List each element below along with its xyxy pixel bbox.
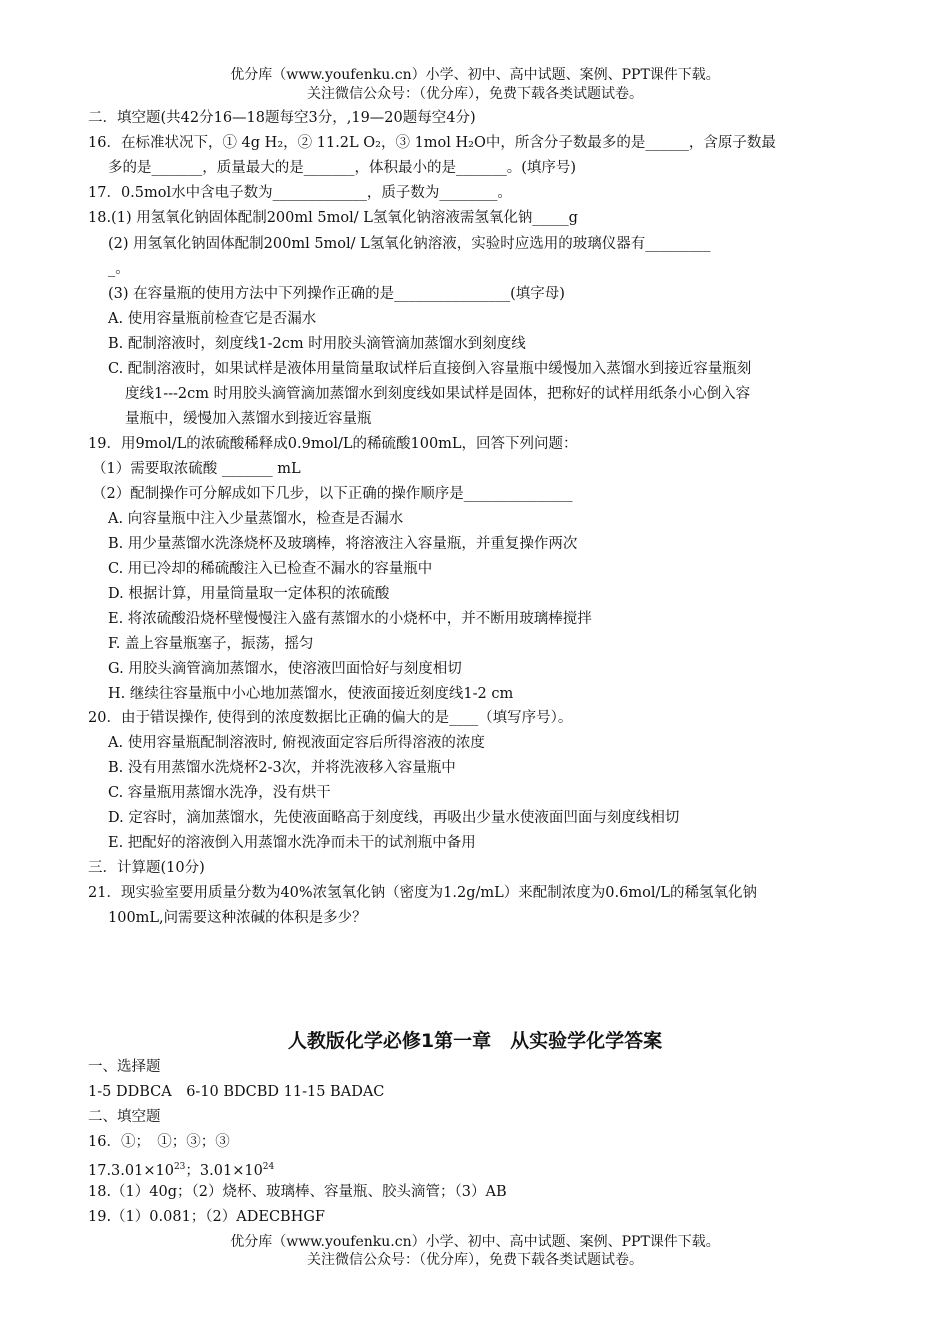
- q19-step-g: G. 用胶头滴管滴加蒸馏水，使溶液凹面恰好与刻度相切: [108, 661, 462, 677]
- q20: 20．由于错误操作, 使得到的浓度数据比正确的偏大的是____（填写序号）。: [88, 710, 573, 726]
- q18-option-b: B. 配制溶液时，刻度线1-2cm 时用胶头滴管滴加蒸馏水到刻度线: [108, 336, 526, 352]
- q19-step-b: B. 用少量蒸馏水洗涤烧杯及玻璃棒，将溶液注入容量瓶，并重复操作两次: [108, 536, 578, 552]
- q18-1: 18.(1) 用氢氧化钠固体配制200ml 5mol/ L氢氧化钠溶液需氢氧化钠_____g: [88, 210, 578, 226]
- footer-line-2: 关注微信公众号：（优分库），免费下载各类试题试卷。: [307, 1252, 643, 1268]
- q21-line-1: 21．现实验室要用质量分数为40%浓氢氧化钠（密度为1.2g/mL）来配制浓度为0.6mol/L的稀氢氧化钠: [88, 885, 757, 901]
- answer-title: 人教版化学必修1第一章 从实验学化学答案: [287, 1030, 663, 1052]
- q18-option-c-line-3: 量瓶中，缓慢加入蒸馏水到接近容量瓶: [125, 411, 372, 427]
- section-fill-blank: 二．填空题(共42分16—18题每空3分，,19—20题每空4分): [88, 110, 476, 126]
- q16-line-2: 多的是_______，质量最大的是_______，体积最小的是_______。(填序号): [108, 160, 577, 176]
- q20-option-c: C. 容量瓶用蒸馏水洗净，没有烘干: [108, 785, 331, 801]
- q18-option-c-line-1: C. 配制溶液时，如果试样是液体用量筒量取试样后直接倒入容量瓶中缓慢加入蒸馏水到接近容量瓶刻: [108, 361, 752, 377]
- answer-16: 16．①； ①；③；③: [88, 1134, 230, 1150]
- q19-step-d: D. 根据计算，用量筒量取一定体积的浓硫酸: [108, 586, 390, 602]
- answer-section-mc: 一、选择题: [88, 1059, 161, 1075]
- q18-option-c-line-2: 度线1---2cm 时用胶头滴管滴加蒸馏水到刻度线如果试样是固体，把称好的试样用纸条小心倒入容: [125, 386, 751, 402]
- q18-2-line-1: (2) 用氢氧化钠固体配制200ml 5mol/ L氢氧化钠溶液，实验时应选用的玻璃仪器有_________: [108, 236, 711, 252]
- answer-17-exp-1: 23: [173, 1162, 186, 1172]
- q19-1: （1）需要取浓硫酸 _______ mL: [92, 461, 301, 477]
- answer-17: [88, 1155, 274, 1183]
- q16-line-1: 16．在标准状况下，① 4g H₂，② 11.2L O₂，③ 1mol H₂O中，所含分子数最多的是______，含原子数最: [88, 135, 776, 151]
- q19-step-e: E. 将浓硫酸沿烧杯壁慢慢注入盛有蒸馏水的小烧杯中，并不断用玻璃棒搅拌: [108, 611, 592, 627]
- answer-18: 18.（1）40g；（2）烧杯、玻璃棒、容量瓶、胶头滴管；（3）AB: [88, 1184, 507, 1200]
- q19: 19．用9mol/L的浓硫酸稀释成0.9mol/L的稀硫酸100mL，回答下列问题：: [88, 436, 578, 452]
- answer-17-mid: ；3.01×10: [185, 1162, 263, 1179]
- answer-section-fill: 二、填空题: [88, 1109, 161, 1125]
- q19-step-c: C. 用已冷却的稀硫酸注入已检查不漏水的容量瓶中: [108, 561, 433, 577]
- q20-option-d: D. 定容时，滴加蒸馏水，先使液面略高于刻度线，再吸出少量水使液面凹面与刻度线相切: [108, 810, 680, 826]
- answer-17-exp-2: 24: [262, 1162, 275, 1172]
- q20-option-b: B. 没有用蒸馏水洗烧杯2-3次，并将洗液移入容量瓶中: [108, 760, 456, 776]
- q18-2-line-2: _。: [108, 261, 130, 277]
- q20-option-a: A. 使用容量瓶配制溶液时, 俯视液面定容后所得溶液的浓度: [108, 735, 485, 751]
- q17: 17．0.5mol水中含电子数为_____________，质子数为________。: [88, 185, 512, 201]
- q18-3: (3) 在容量瓶的使用方法中下列操作正确的是________________(填字母): [108, 286, 565, 302]
- footer-line-1: 优分库（www.youfenku.cn）小学、初中、高中试题、案例、PPT课件下载。: [230, 1234, 720, 1250]
- q19-step-a: A. 向容量瓶中注入少量蒸馏水，检查是否漏水: [108, 511, 404, 527]
- header-line-2: 关注微信公众号：（优分库），免费下载各类试题试卷。: [307, 86, 643, 102]
- q19-step-h: H. 继续往容量瓶中小心地加蒸馏水，使液面接近刻度线1-2 cm: [108, 686, 514, 702]
- header-line-1: 优分库（www.youfenku.cn）小学、初中、高中试题、案例、PPT课件下载。: [230, 67, 720, 83]
- q18-option-a: A. 使用容量瓶前检查它是否漏水: [108, 311, 317, 327]
- answer-19: 19.（1）0.081；（2）ADECBHGF: [88, 1209, 325, 1225]
- answer-17-prefix: 17.3.01×10: [88, 1162, 174, 1179]
- answer-mc: 1-5 DDBCA 6-10 BDCBD 11-15 BADAC: [88, 1084, 385, 1100]
- q21-line-2: 100mL,问需要这种浓碱的体积是多少？: [108, 910, 367, 926]
- q20-option-e: E. 把配好的溶液倒入用蒸馏水洗净而未干的试剂瓶中备用: [108, 835, 476, 851]
- q19-2: （2）配制操作可分解成如下几步，以下正确的操作顺序是_______________: [92, 486, 573, 502]
- q19-step-f: F. 盖上容量瓶塞子，振荡，摇匀: [108, 636, 314, 652]
- section-calculation: 三．计算题(10分): [88, 860, 205, 876]
